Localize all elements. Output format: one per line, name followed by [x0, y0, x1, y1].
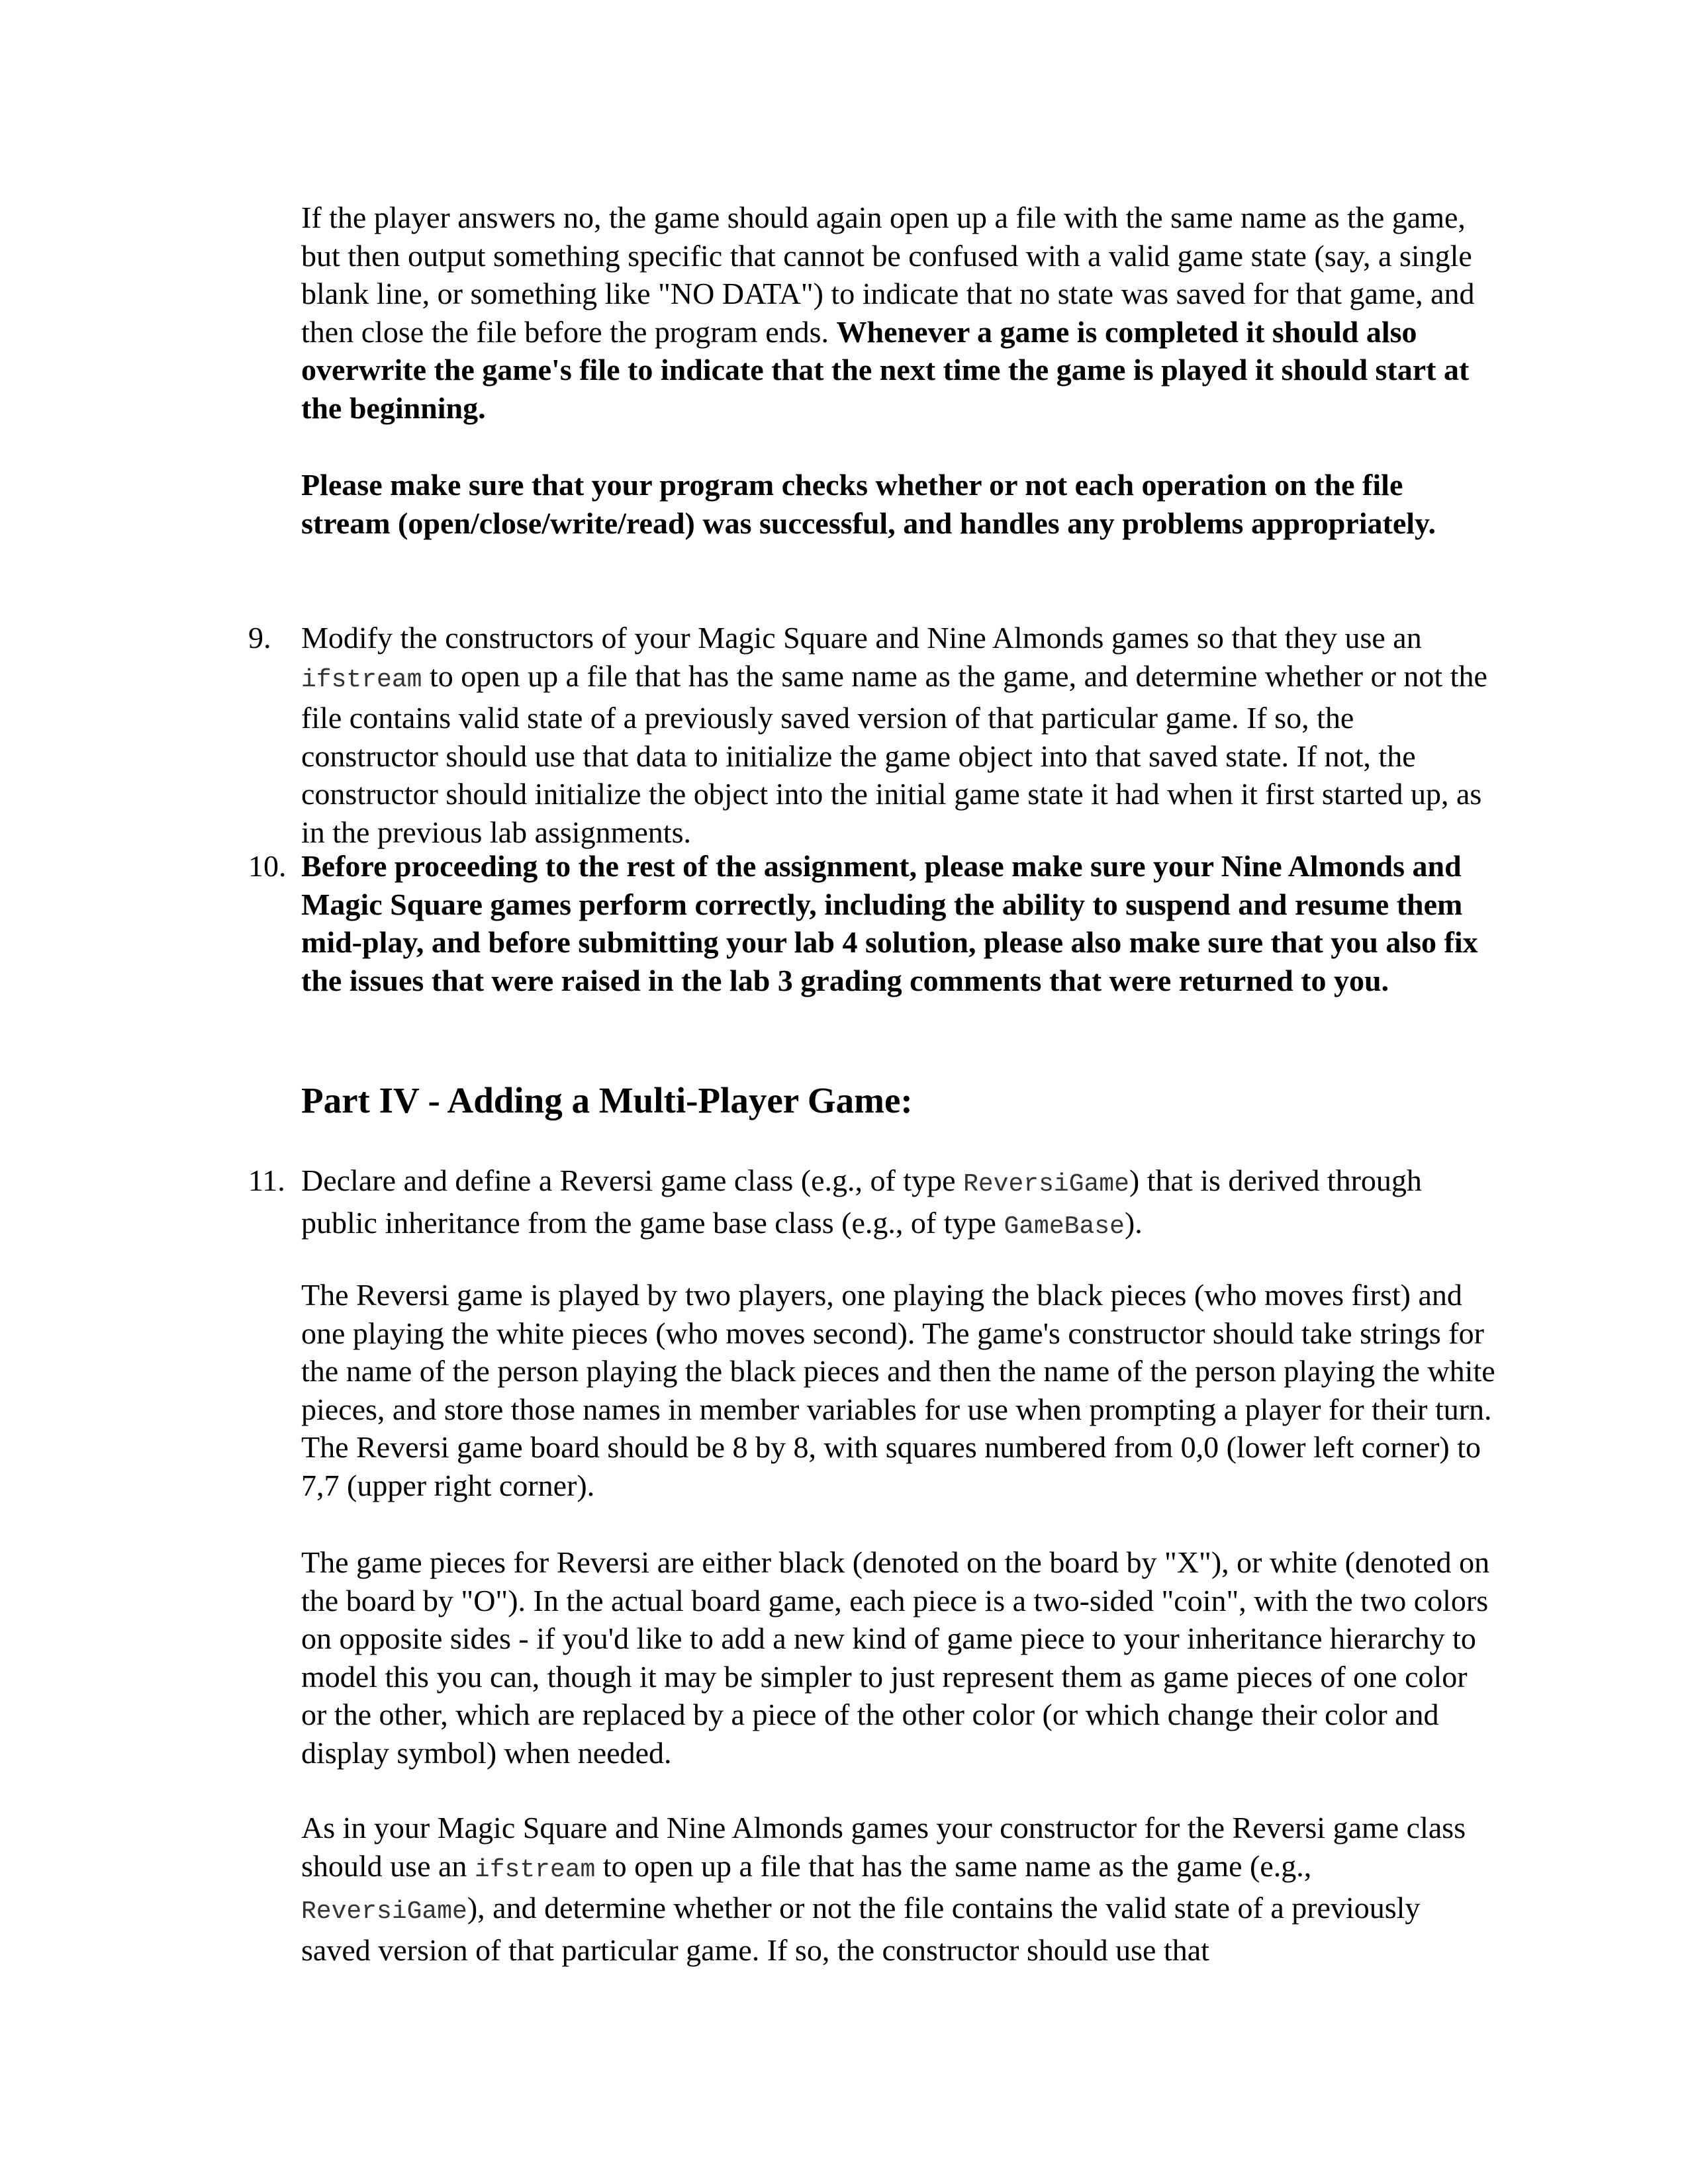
item-11-number: 11. [248, 1163, 285, 1197]
check-operations-paragraph: Please make sure that your program checks whether or not each operation on the file stream (open/close/write/read) was successful, and handles any problems appropriately. [301, 468, 1436, 540]
item-9-text-part2: to open up a file that has the same name as the game, and determine whether or not the file contains valid state of a previously saved version of that particular game. If so, the constructor should use that data to initialize the game object into that saved state. If not, the constructor should initialize the object into the initial game state it had when it first started up, as in the previous lab assignments. [301, 659, 1487, 849]
reversi-players-paragraph: The Reversi game is played by two players, one playing the black pieces (who moves first) and one playing the white pieces (who moves second). The game's constructor should take strings for the name of the person playing the black pieces and then the name of the person playing the white pieces, and store those names in member variables for use when prompting a player for their turn. The Reversi game board should be 8 by 8, with squares numbered from 0,0 (lower left corner) to 7,7 (upper right corner). [301, 1278, 1495, 1502]
item-11-text-part3: ). [1124, 1205, 1143, 1240]
reversigame-code: ReversiGame [963, 1170, 1129, 1199]
intro-bold-text: Whenever a game is completed it should also overwrite the game's file to indicate that the next time the game is played it should start at the beginning. [301, 314, 1470, 425]
item-10-text: Before proceeding to the rest of the assignment, please make sure your Nine Almonds and Magic Square games perform correctly, including the ability to suspend and resume them mid-play, and before submitting your lab 4 solution, please also make sure that you also fix the issues that were raised in the lab 3 grading comments that were returned to you. [301, 849, 1478, 997]
game-pieces-paragraph: The game pieces for Reversi are either black (denoted on the board by "X"), or white (denoted on the board by "O"). In the actual board game, each piece is a two-sided "coin", with the two colors on opposite sides - if you'd like to add a new kind of game piece to your inheritance hierarchy to model this you can, though it may be simpler to just represent them as game pieces of one color or the other, which are replaced by a piece of the other color (or which change their color and display symbol) when needed. [301, 1545, 1490, 1770]
item-9-text [301, 619, 1496, 852]
reversigame-code-2: ReversiGame [301, 1897, 467, 1927]
part-4-heading: Part IV - Adding a Multi-Player Game: [301, 1080, 913, 1120]
item-11-text-part2: ) that is derived through public inheritance from the game base class (e.g., of type [301, 1163, 1422, 1240]
intro-paragraph [301, 199, 1496, 428]
item-11-text-part1: Declare and define a Reversi game class (e.g., of type [301, 1163, 956, 1197]
gamebase-code: GameBase [1004, 1212, 1125, 1241]
ifstream-code-2: ifstream [474, 1855, 596, 1884]
item-9-text-part1: Modify the constructors of your Magic Square and Nine Almonds games so that they use an [301, 621, 1422, 655]
ifstream-code: ifstream [301, 665, 422, 694]
item-10-number: 10. [248, 849, 287, 883]
item-11-text [301, 1161, 1496, 1246]
constructor-text-part1: As in your Magic Square and Nine Almonds games your constructor for the Reversi game class should use an [301, 1811, 1466, 1883]
constructor-text-part2: to open up a file that has the same name as the game (e.g., [602, 1848, 1312, 1883]
item-9-number: 9. [248, 621, 271, 655]
constructor-text-part3: ), and determine whether or not the file contains the valid state of a previously saved version of that particular game. If so, the constructor should use that [301, 1891, 1421, 1967]
reversi-constructor-paragraph [301, 1809, 1496, 1969]
intro-text: If the player answers no, the game should again open up a file with the same name as the game, but then output something specific that cannot be confused with a valid game state (say, a single blank line, or something like "NO DATA") to indicate that no state was saved for that game, and then close the file before the program ends. [301, 201, 1475, 349]
